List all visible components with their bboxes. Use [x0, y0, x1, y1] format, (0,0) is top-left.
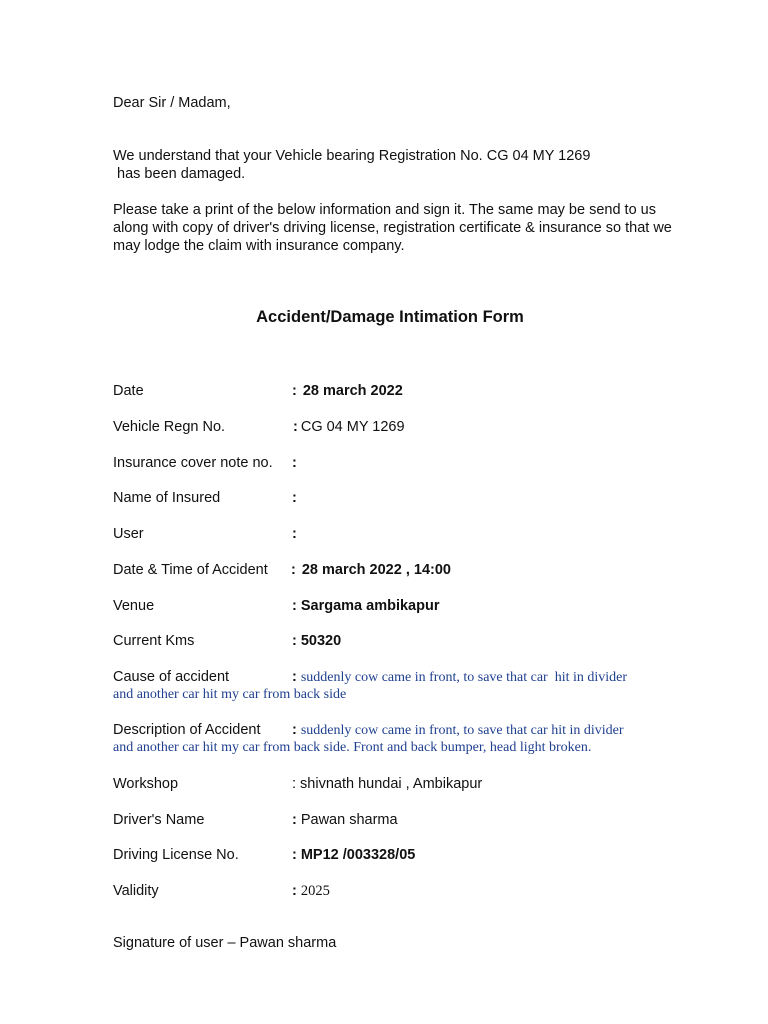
insurance-cover-label: Insurance cover note no. — [113, 455, 273, 471]
license-row-value — [292, 846, 415, 864]
drivers-name-colon: : — [292, 812, 297, 828]
salutation: Dear Sir / Madam, — [113, 95, 231, 111]
description-label: Description of Accident — [113, 722, 261, 738]
signature-line: Signature of user – Pawan sharma — [113, 935, 337, 951]
vehicle-regn-value: CG 04 MY 1269 — [300, 419, 405, 435]
insurance-cover-row-value — [292, 454, 303, 472]
date-value: 28 march 2022 — [302, 383, 403, 399]
name-insured-colon: : — [292, 490, 297, 506]
drivers-name-label: Driver's Name — [113, 812, 205, 828]
date-row-value — [292, 382, 403, 400]
license-value: MP12 /003328/05 — [300, 847, 416, 863]
validity-label: Validity — [113, 883, 159, 899]
validity-value: 2025 — [300, 883, 330, 899]
venue-value: Sargama ambikapur — [300, 598, 440, 614]
license-colon: : — [292, 847, 297, 863]
accident-datetime-value: 28 march 2022 , 14:00 — [301, 562, 451, 578]
cause-colon: : — [292, 669, 297, 685]
user-row-value — [292, 525, 303, 543]
vehicle-regn-colon: : — [293, 419, 298, 435]
cause-value-line-2: and another car hit my car from back side — [113, 687, 347, 702]
intro-line-1: We understand that your Vehicle bearing Registration No. CG 04 MY 1269 — [113, 148, 591, 164]
accident-datetime-colon: : — [291, 562, 296, 578]
description-row-value — [292, 721, 624, 740]
name-insured-row-value — [292, 489, 303, 507]
cause-label: Cause of accident — [113, 669, 230, 685]
vehicle-regn-label: Vehicle Regn No. — [113, 419, 226, 435]
venue-label: Venue — [113, 598, 155, 614]
workshop-value: : shivnath hundai , Ambikapur — [292, 776, 483, 792]
cause-row-value — [292, 668, 627, 687]
current-kms-label: Current Kms — [113, 633, 195, 649]
description-value-line-2: and another car hit my car from back side. Front and back bumper, head light broken. — [113, 740, 592, 755]
user-label: User — [113, 526, 144, 542]
venue-colon: : — [292, 598, 297, 614]
drivers-name-value: Pawan sharma — [300, 812, 398, 828]
name-insured-label: Name of Insured — [113, 490, 221, 506]
intro-line-2: has been damaged. — [113, 166, 246, 182]
vehicle-regn-row-value — [293, 418, 405, 436]
current-kms-row-value — [292, 632, 341, 650]
cause-value-line-1: suddenly cow came in front, to save that car hit in divider — [300, 670, 628, 685]
current-kms-colon: : — [292, 633, 297, 649]
form-title: Accident/Damage Intimation Form — [256, 308, 524, 326]
validity-colon: : — [292, 883, 297, 899]
drivers-name-row-value — [292, 811, 398, 829]
venue-row-value — [292, 597, 439, 615]
workshop-label: Workshop — [113, 776, 179, 792]
date-colon: : — [292, 383, 297, 399]
description-value-line-1: suddenly cow came in front, to save that car hit in divider — [300, 723, 624, 738]
date-label: Date — [113, 383, 144, 399]
license-label: Driving License No. — [113, 847, 239, 863]
insurance-cover-colon: : — [292, 455, 297, 471]
current-kms-value: 50320 — [300, 633, 342, 649]
accident-datetime-label: Date & Time of Accident — [113, 562, 268, 578]
instruction-paragraph: Please take a print of the below information and sign it. The same may be send to us along with copy of driver's driving license, registration certificate & insurance so that we may lodge the claim with insurance company. — [113, 202, 672, 254]
description-colon: : — [292, 722, 297, 738]
accident-datetime-row-value — [291, 561, 451, 579]
validity-row-value — [292, 882, 330, 900]
user-colon: : — [292, 526, 297, 542]
